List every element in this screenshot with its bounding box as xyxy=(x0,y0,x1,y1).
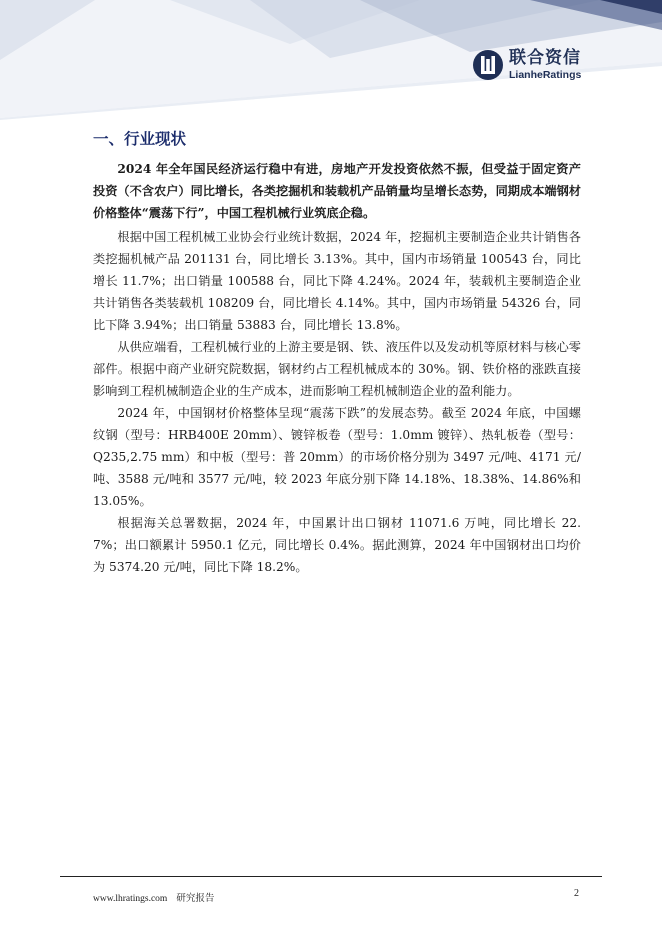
logo-mark-icon xyxy=(472,49,504,81)
paragraph-machinery-sales: 根据中国工程机械工业协会行业统计数据，2024 年，挖掘机主要制造企业共计销售各类挖掘机械产品 201131 台，同比增长 3.13%。其中，国内市场销量 100543 台，同比增长 11.7%；出口销量 100588 台，同比下降 4.24%。2024 年，装载机主要制造企业共计销售各类装载机 108209 台，同比增长 4.14%。其中，国内市场销量 54326 台，同比下降 3.94%；出口销量 53883 台，同比增长 13.8%。 xyxy=(93,230,581,332)
footer-url[interactable]: www.lhratings.com xyxy=(93,894,168,904)
footer-label: 研究报告 xyxy=(176,893,215,904)
paragraph-supply-side: 从供应端看，工程机械行业的上游主要是钢、铁、液压件以及发动机等原材料与核心零部件。根据中商产业研究院数据，钢材约占工程机械成本的 30%。钢、铁价格的涨跌直接影响到工程机械制造企业的生产成本，进而影响工程机械制造企业的盈利能力。 xyxy=(93,340,581,398)
lianhe-ratings-logo xyxy=(472,49,581,81)
logo-chinese-text: 联合资信 xyxy=(509,47,581,68)
paragraph-steel-prices: 2024 年，中国钢材价格整体呈现“震荡下跌”的发展态势。截至 2024 年底，中国螺纹钢（型号：HRB400E 20mm）、镀锌板卷（型号：1.0mm 镀锌）、热轧板卷（型号：Q235,2.75 mm）和中板（型号：普 20mm）的市场价格分别为 3497 元/吨、4171 元/吨、3588 元/吨和 3577 元/吨，较 2023 年底分别下降 14.18%、18.38%、14.86%和 13.05%。 xyxy=(93,406,581,508)
paragraph-steel-exports: 根据海关总署数据，2024 年，中国累计出口钢材 11071.6 万吨，同比增长 22.7%；出口额累计 5950.1 亿元，同比增长 0.4%。据此测算，2024 年中国钢材出口均价为 5374.20 元/吨，同比下降 18.2%。 xyxy=(93,516,581,574)
footer-source xyxy=(93,890,214,904)
page-number: 2 xyxy=(574,888,579,899)
footer-divider xyxy=(60,876,602,877)
logo-english-text: LianheRatings xyxy=(509,68,582,81)
body-text xyxy=(93,158,581,578)
lead-paragraph: 2024 年全年国民经济运行稳中有进，房地产开发投资依然不振，但受益于固定资产投资（不含农户）同比增长，各类挖掘机和装载机产品销量均呈增长态势，同期成本端钢材价格整体“震荡下行”，中国工程机械行业筑底企稳。 xyxy=(93,162,581,220)
section-title: 一、行业现状 xyxy=(93,130,187,148)
